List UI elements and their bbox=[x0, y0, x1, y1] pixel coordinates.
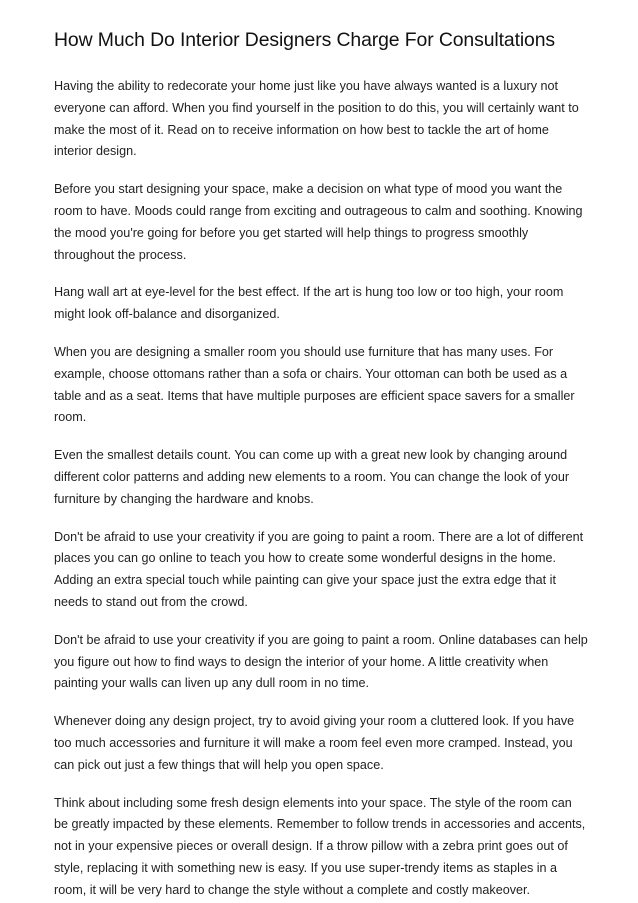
paragraph-clutter: Whenever doing any design project, try to avoid giving your room a cluttered look. If you have too much accessories and furniture it will make a room feel even more cramped. Instead, you can pick out just a few things that will help you open space. bbox=[54, 714, 575, 772]
paragraph-wall-art: Hang wall art at eye-level for the best effect. If the art is hung too low or too high, your room might look off-balance and disorganized. bbox=[54, 285, 564, 322]
paragraph-details: Even the smallest details count. You can come up with a great new look by changing around different color patterns and adding new elements to a room. You can change the look of your furniture by changing the hardware and knobs. bbox=[54, 448, 570, 506]
document-body bbox=[54, 76, 588, 902]
paragraph-intro: Having the ability to redecorate your home just like you have always wanted is a luxury not everyone can afford. When you find yourself in the position to do this, you will certainly want to make the most of it. Read on to receive information on how best to tackle the art of home interior design. bbox=[54, 79, 579, 159]
paragraph-smaller-room: When you are designing a smaller room you should use furniture that has many uses. For example, choose ottomans rather than a sofa or chairs. Your ottoman can both be used as a table and as a seat. Items that have multiple purposes are efficient space savers for a smaller room. bbox=[54, 344, 575, 425]
paragraph-fresh-elements: Think about including some fresh design elements into your space. The style of the room can be greatly impacted by these elements. Remember to follow trends in accessories and accents, not in your expensive pieces or overall design. If a throw pillow with a zebra print goes out of style, replacing it with something new is easy. If you use super-trendy items as staples in a room, it will be very hard to change the style without a complete and costly makeover. bbox=[54, 795, 586, 897]
paragraph-paint-databases: Don't be afraid to use your creativity if you are going to paint a room. Online databases can help you figure out how to find ways to design the interior of your home. A little creativity when painting your walls can liven up any dull room in no time. bbox=[54, 632, 588, 691]
paragraph-mood: Before you start designing your space, make a decision on what type of mood you want the room to have. Moods could range from exciting and outrageous to calm and soothing. Knowing the mood you're going for before you get started will help things to progress smoothly throughout the process. bbox=[54, 182, 583, 262]
paragraph-paint-online: Don't be afraid to use your creativity if you are going to paint a room. There are a lot of different places you can go online to teach you how to create some wonderful designs in the home. Adding an extra special touch while painting can give your space just the extra edge that it needs to stand out from the crowd. bbox=[54, 529, 584, 609]
document-title: How Much Do Interior Designers Charge For Consultations bbox=[54, 29, 556, 51]
